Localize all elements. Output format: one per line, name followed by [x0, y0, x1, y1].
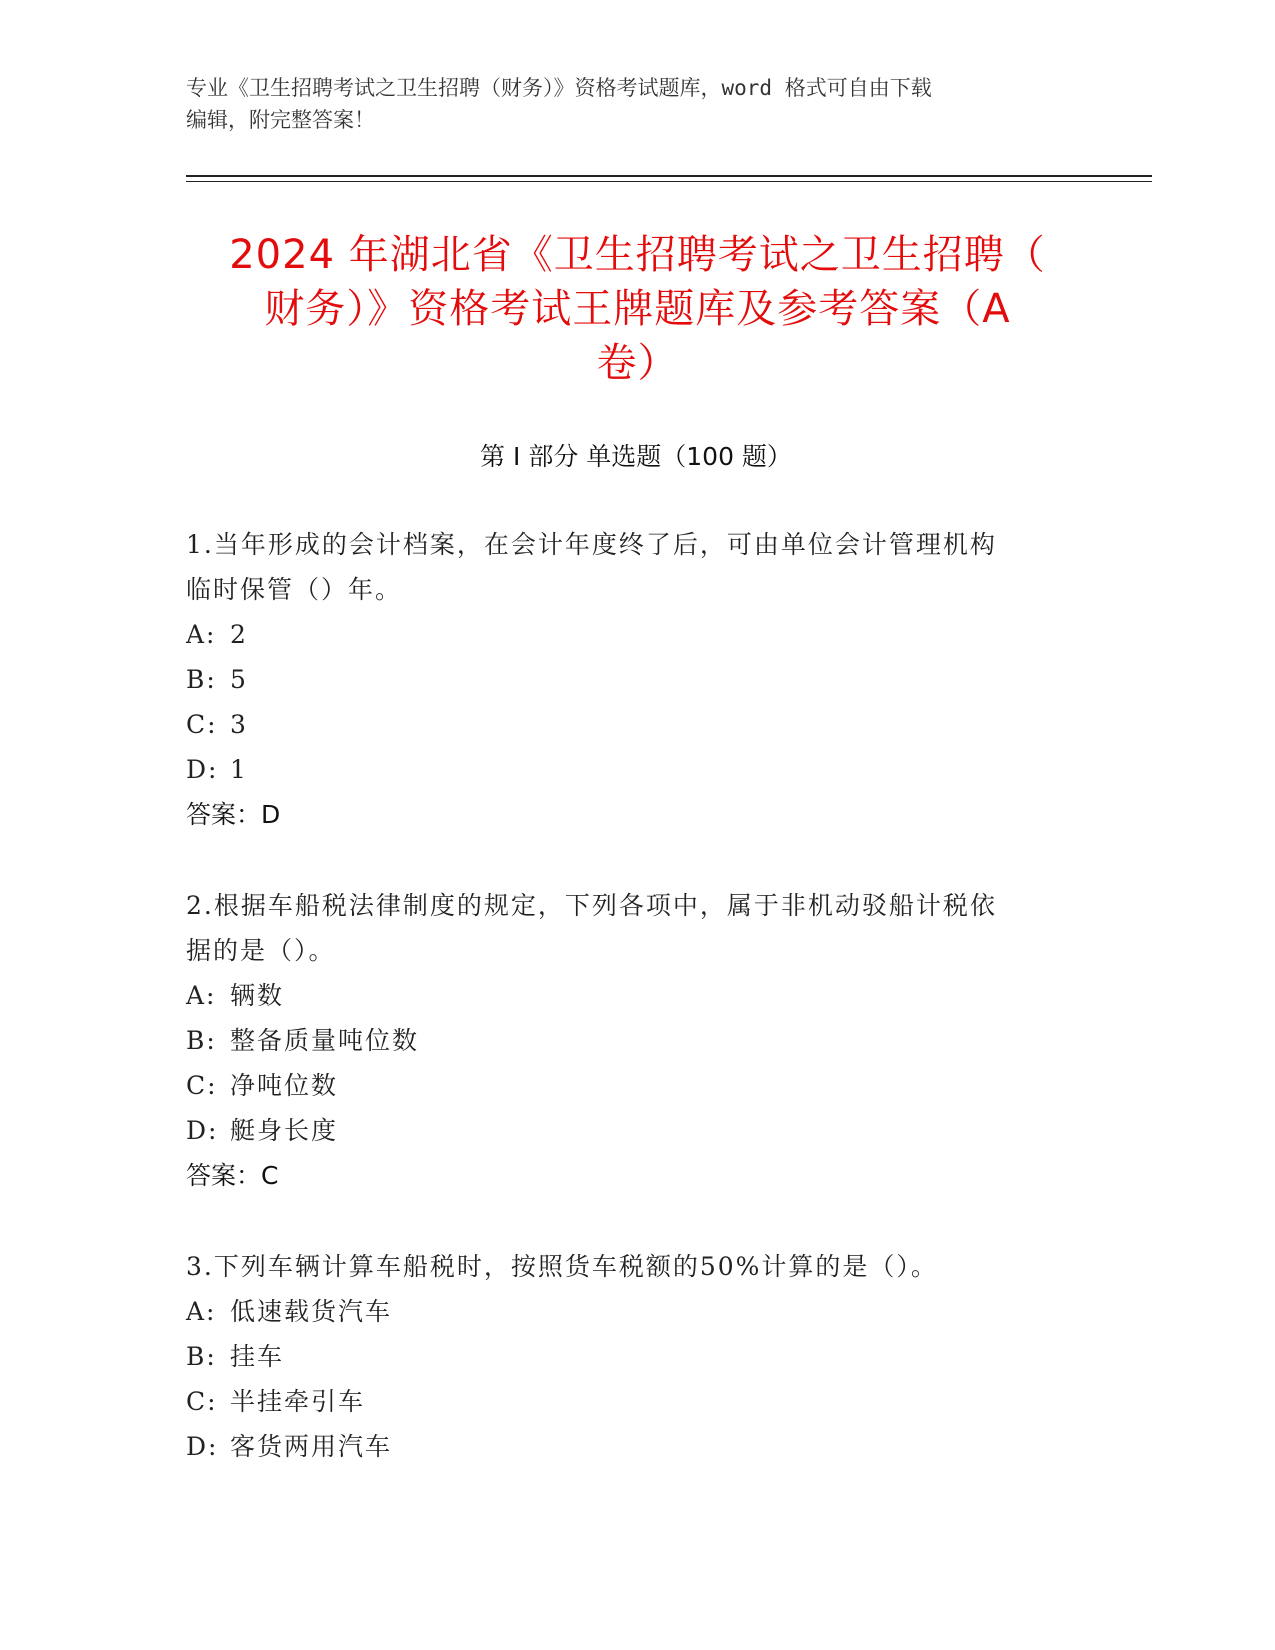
header-note-line: 编辑，附完整答案！ [186, 108, 375, 132]
option-a [186, 973, 1066, 1018]
question-stem: 1.当年形成的会计档案，在会计年度终了后，可由单位会计管理机构 [186, 530, 997, 559]
option-text: 辆数 [230, 981, 285, 1010]
option-text: 5 [230, 665, 248, 694]
option-key: D: [186, 1116, 219, 1145]
option-text: 3 [230, 710, 248, 739]
option-c [186, 702, 1066, 747]
header-note-line: 专业《卫生招聘考试之卫生招聘（财务）》资格考试题库，word 格式可自由下载 [186, 76, 932, 100]
option-key: D: [186, 755, 219, 784]
option-text: 2 [230, 620, 248, 649]
option-key: A: [186, 1297, 217, 1326]
page-title-line: 卷） [596, 340, 679, 386]
answer-label: 答案：C [186, 1161, 279, 1190]
option-text: 净吨位数 [230, 1071, 339, 1100]
header-divider [186, 175, 1152, 177]
option-text: 挂车 [230, 1342, 285, 1371]
question-stem: 3.下列车辆计算车船税时，按照货车税额的50%计算的是（）。 [186, 1252, 938, 1281]
option-text: 整备质量吨位数 [230, 1026, 420, 1055]
option-key: C: [186, 1071, 218, 1100]
answer-label: 答案：D [186, 800, 281, 829]
option-d [186, 1424, 1066, 1469]
option-c [186, 1379, 1066, 1424]
question-item [186, 1244, 1066, 1469]
option-key: D: [186, 1432, 219, 1461]
option-text: 艇身长度 [230, 1116, 339, 1145]
option-b [186, 1018, 1066, 1063]
section-title: 第 I 部分 单选题（100 题） [480, 442, 792, 471]
option-key: C: [186, 1387, 218, 1416]
option-key: B: [186, 665, 217, 694]
option-b [186, 657, 1066, 702]
option-text: 半挂牵引车 [230, 1387, 366, 1416]
question-list [186, 522, 1066, 1515]
question-item [186, 522, 1066, 837]
page-title-line: 2024 年湖北省《卫生招聘考试之卫生招聘（ [229, 232, 1046, 278]
header-note [186, 72, 1086, 136]
option-key: A: [186, 981, 217, 1010]
header-divider [186, 181, 1152, 182]
page-title-line: 财务）》资格考试王牌题库及参考答案（A [264, 286, 1011, 332]
option-a [186, 612, 1066, 657]
option-text: 1 [230, 755, 248, 784]
option-key: C: [186, 710, 218, 739]
question-item [186, 883, 1066, 1198]
option-c [186, 1063, 1066, 1108]
option-text: 低速载货汽车 [230, 1297, 393, 1326]
question-stem: 据的是（）。 [186, 936, 336, 965]
option-key: B: [186, 1026, 217, 1055]
page-title [150, 228, 1125, 390]
option-d [186, 747, 1066, 792]
question-stem: 2.根据车船税法律制度的规定，下列各项中，属于非机动驳船计税依 [186, 891, 997, 920]
option-key: B: [186, 1342, 217, 1371]
option-text: 客货两用汽车 [230, 1432, 393, 1461]
option-a [186, 1289, 1066, 1334]
option-d [186, 1108, 1066, 1153]
option-key: A: [186, 620, 217, 649]
option-b [186, 1334, 1066, 1379]
question-stem: 临时保管（）年。 [186, 575, 403, 604]
